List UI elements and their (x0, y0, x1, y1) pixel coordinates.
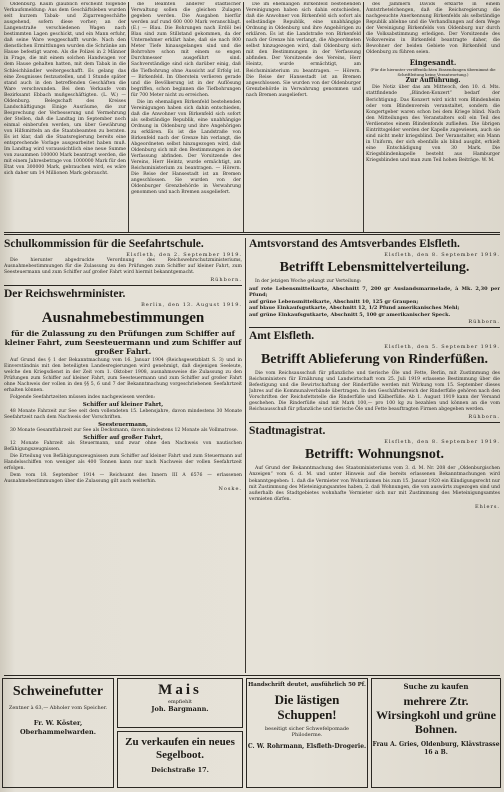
lebensmittel-intro: In der jetzigen Woche gelangt zur Verteilung: (255, 279, 362, 284)
schuppen-body: beseitigt sicher Schwefelpomade Philoderme. (264, 726, 349, 739)
seesteuermann-heading: Seesteuermann, (98, 421, 148, 428)
news-item-reichsregierung: des Jammern Davids erklärte in einem Amtstrhetelchengen, daß die Reichsregierung die nachgesuchte Anerkennung Birkenfelds als selbständige Republik ablehne und die Verhandlungen auf dem Wege der Vereinigung Birkenfelds von Oldenburg nur durch die Volksabstimmung erledigen. Der Vorsitzende des Volksvereins in Birkenfeld beantragte daher, die Bewohner der beiden Gebiete von Birkenfeld und Oldenburg zu führen seien. (366, 2, 500, 56)
ausnahme-p3: Die Erteilung von Befähigungszeugnissen zum Schiffer auf kleiner Fahrt und zum Steuermann auf Handelsschiffen von weniger als 400 Tonnen kann nur nach Nachweis der vollen Seefahrtzeit erfolgen. (4, 453, 242, 471)
left-official-column (4, 238, 242, 673)
schuppen-signature: C. W. Rohrmann, Elsfleth-Drogerie. (247, 742, 367, 750)
schulkommission-date: Elsfleth, den 2. September 1919. (126, 252, 242, 258)
schulkommission-heading: Schulkommission für die Seefahrtschule. (4, 238, 204, 250)
schuppen-title: Die lästigen Schuppen! (274, 692, 340, 722)
segelboot-signature: Deichstraße 17. (151, 766, 209, 774)
reichswehr-date: Berlin, den 13. August 1919. (141, 302, 242, 309)
amt-signature: Rühborn. (468, 414, 500, 421)
schweinefutter-signature: Fr. W. Köster, Oberhammelwarden. (20, 719, 96, 737)
news-item-birkenfeld: Die im ehemaligen Birkenfeld bestehenden Vereinigungen haben sich dahin entschieden, daß die Anwohner von Birkenfeld sich sofort als selbständige Republik, eine unabhängige Ordnung in Oldenburg und ihre Angehörigen zu erklären. Es ist die Landstraße von Birkenfeld nach der Grenze hin verlangt, die Abgeordneten selbst hinzugezogen wird, daß Oldenburg sich mit den Bestimmungen in der Verfassung abfinden. Der Vorsitzende des Vereins, Herr Heintz, wurde ermächtigt, am Reichsministerium zu beantragen. — Hörern. Die Reise der Hansestadt ist an Bremen angeschlossen. Sie wurden von der Oldenburger Grenzbehörde in Verwahrung genommen und nach Bremen ausgeliefert. (131, 99, 241, 196)
section-rule (4, 234, 500, 235)
wirsing-title: mehrere Ztr. Wirsingkohl und grüne Bohnen. (376, 694, 496, 736)
rinderfuesse-title: Betrifft Ablieferung von Rinderfüßen. (260, 352, 489, 368)
seesteuermann-text: 30 Monate Gesamtfahrzeit zur See als Decksmann, davon mindestens 12 Monate als Vollmatrose. (10, 427, 239, 433)
news-item-oldenburg: Oldenburg. Kaum glaublich erscheint folgende Verkaufsmeldung: Aus dem Geschäftsleben wurden seit kurzem Tabak- und Zigarrengeschäfte ausgehend, sofern diese vorher; an der Langenstraße verschiedenen Wagen nach bestimmten Lagen geschickt, und ein Mann erfuhr, daß seine Ware weggeschafft wurde. Nach den dienstlichen Ermittlungen wurden die Schränke am Hause befestigt waren. Als die Polizei in 2 Männer in Frage, die mit einem solchen Handwagen vor dem Hause gehalten hatten, mit dem Tabak in die Schleichhändler weitergeschafft. Es gelang das eine Zeugnisses festzustellen, und 1 Stunde später stand auch in den betreffenden Geschäften die Ware verschwunden. Bei dem Verkaufe vom Bezirksamt Ebbach mußgeschäftigten. (L. W.) — Oldenburg. Belegschaft des Kreises Landschäftigungs Einige Ausräume, die zur Besprechung der Verbesserung und Vermehrung der Stellen, daß die Landtag im September noch einmal einberufen werden, um über Gewährung von Hilfsmitteln an die Staatsbeamten zu beraten. Es ist klar, daß die Staatsregierung bereits eine entsprechende Vorlage ausgearbeitet haben muß. Im Landtag wird voraussichtlich eine neue Summe von zusammen 100000 Mark beantragt werden, die mit einem Jahresbetrage von 1000000 Mark für den Etat von 300000 Mark, gebrauchen wird, es wäre sich daher um 14 Millionen Mark gebraucht. (4, 2, 126, 177)
amtsvorstand-date: Elsfleth, den 8. September 1919. (384, 252, 500, 258)
eingesandt-note: (Für die hierunter veröffentlichten Einsendungen übernimmt die Schriftleitung keine Verantwortung.) (370, 67, 496, 78)
news-item-republik: Die im ehemaligen Birkenfeld bestehenden Vereinigungen haben sich dahin entschieden, daß die Anwohner von Birkenfeld sich sofort als selbständige Republik, eine unabhängige Ordnung in Oldenburg und ihre Angehörigen zu erklären. Es ist die Landstraße von Birkenfeld nach der Grenze hin verlangt, die Abgeordneten selbst hinzugezogen wird, daß Oldenburg sich mit den Bestimmungen in der Verfassung abfinden. Der Vorsitzende des Vereins, Herr Heintz, wurde ermächtigt, am Reichsministerium zu beantragen. — Hörern. Die Reise der Hansestadt ist an Bremen angeschlossen. Sie wurden von der Oldenburger Grenzbehörde in Verwahrung genommen und nach Bremen ausgeliefert. (246, 2, 361, 98)
schiffer-klein-text: 48 Monate Fahrzeit zur See seit dem vollendeten 15. Lebensjahre, davon mindestens 30 Monate Seefahrtzeit nach dem Nachweis der Vorschriften. (4, 408, 242, 420)
stadtmagistrat-heading: Stadtmagistrat. (249, 425, 326, 438)
rinderfuesse-body: Die vom Reichsausschuß für pflanzliche und tierische Öle und Fette, Berlin, mit Zustimmung des Reichsministers für Ernährung und Landwirtschaft vom 25. Juli 1919 erlassene Bestimmung über die Befestigung und die Bewirtschaftung der Rinderfüße werden mit Wirkung vom 15. September dieses Jahres auf die Kommunalverbände übertragen. In den Geschäftsbereich der Rinderfüße gehören nach den Vorschriften der Reichsfettstelle die Rinderfüße und Kälberfüße. Ab 1. August 1919 kann der Versand geschehen. Die Rinderfüße sind mit Mark 100,— pro 100 kg zu bezahlen und können an die vom Reichsausschuß für pflanzliche und tierische Öle und Fette beauftragten Firmen abgegeben werden. (249, 371, 500, 413)
divider (249, 422, 500, 423)
reichswehr-heading: Der Reichswehrminister. (4, 288, 126, 301)
ad-schuppen (246, 678, 368, 788)
ausnahme-p4: Dem vom 18. September 1914 — Reichsamt des Innern III A 6576 — erlassenen Ausnahmebestimmungen über die Zulassung gilt auch weiterhin. (4, 472, 242, 485)
wohnungsnot-body: Auf Grund der Bekanntmachung des Staatsministeriums vom 3. d. M. Nr. 208 der „Oldenburgischen Anzeigen“ vom 6. d. M. und unter Hinweis auf die bereits erlassenen Bekanntmachungen wird bekanntgegeben: 1. daß die Vermieter von Wohnräumen bis zum 15. Januar 1920 ein Kündigungsrecht nur mit Zustimmung des Mieteinigungsamtes haben, 2. daß Wohnungen, die von auswärts zugezogen sind und außerhalb des Stadtgebietes wohnhafte Vermieter sich nur mit Zustimmung des Mieteinigungsamtes vermieten dürfen. (249, 466, 500, 502)
column-divider (245, 238, 246, 673)
lebensmittel-title: Betrifft Lebensmittelverteilung. (279, 260, 470, 275)
lebensmittel-line-1: auf rote Lebensmittelkarte, Abschnitt 7, 200 gr Auslandsmarmelade, à Mk. 2,30 per Pfund; (249, 286, 500, 299)
eingesandt-heading: Eingesandt. (409, 58, 457, 68)
column-divider (243, 2, 244, 232)
mais-title: Mais (158, 682, 202, 698)
top-column-1 (4, 2, 126, 232)
lebensmittel-line-2: auf grüne Lebensmittelkarte, Abschnitt 10, 125 gr Graupen; (249, 298, 419, 305)
reichswehr-signature: Noske. (218, 486, 242, 493)
section-rule (4, 675, 500, 676)
segelboot-title: Zu verkaufen ein neues Segelboot. (125, 736, 235, 761)
stadtmagistrat-signature: Ehlers. (475, 503, 500, 510)
schweinefutter-body: Zentner à 63,— Abholer vom Speicher. (8, 705, 108, 711)
wirsing-pretitle: Suche zu kaufen (403, 682, 469, 691)
top-column-3 (246, 2, 361, 232)
ausnahme-p2: Folgende Seefahrtzeiten müssen indes nachgewiesen werden: (10, 395, 156, 401)
lebensmittel-line-3: auf blaue Einkaufsgutkarte, Abschnitt 12, 1/2 Pfund amerikanisches Mehl; (249, 305, 460, 312)
ad-schweinefutter (2, 678, 114, 788)
ausnahme-title: Ausnahmebestimmungen (41, 310, 205, 327)
top-column-4 (366, 2, 500, 232)
column-divider (363, 2, 364, 232)
schiffer-klein-heading: Schiffer auf kleiner Fahrt, (82, 402, 164, 409)
divider (249, 327, 500, 328)
section-rule (4, 232, 500, 233)
right-official-column (249, 238, 500, 673)
ausnahme-p1: Auf Grund des § 1 der Bekanntmachung vom 16. Januar 1904 (Reichsgesetzblatt S. 3) und in Einverständnis mit den beteiligten Landesregierungen wird genehmigt, daß diejenigen Seeleute, welche den Kriegsdienst in der Zeit vom 1. Oktober 1908, ausnahmsweise die Zulassung zu den Prüfungen zum Schiffer auf kleiner Fahrt, zum Seesteuermann und zum Schiffer auf großer Fahrt ohne Nachweis der vollen in den §§ 5, 6 und 7 der Bekanntmachung vorgeschriebenen Seefahrtzeit erhalten können. (4, 358, 242, 394)
schulkommission-signature: Rühborn. (210, 277, 242, 284)
ad-segelboot (117, 731, 243, 788)
schweinefutter-title: Schweinefutter (12, 684, 104, 699)
mais-signature: Joh. Bargmann. (151, 705, 209, 714)
amtsvorstand-signature: Rühborn. (468, 319, 500, 326)
news-item-beamte: die Beamten anderer städtischer Verwaltung sollen die gleichen Zulagen gegeben werden. Die Ausgaben hierfür werden auf rund 600 000 Mark veranschlagt. (E.) — Blau. Die Bohrungen nach Erdöl bei Blau sind zum Stillstand gekommen, da der Unternehmer erklärt habe, daß sie nach 800 Meter Tiefe hinausgelangen sind und die Bohrrohre schon mit einem so engen Durchmesser ausgeführt sind. Sachverständige sind sich darüber einig, daß die Tiefbohrung ohne Aussicht auf Erfolg ist. — Birkenfeld. Im Oberstein verlieren gerade und die Bevölkerung ist in der Auflösung begriffen, schon beginnen die Tiefbohrungen für 700 Meter nicht zu erreichen. (131, 2, 241, 98)
auffuehrung-body: Die Notiz über das am Mittwoch, den 10. d. Mts. stattfindende „Blinden-Konzert“ bedarf der Berichtigung. Das Konzert wird nicht vom Blindenheim oder vom Blindenverein veranstaltet, sondern die Kongertgeber waren schon bei dem Kriege blind. Nach den Mitteilungen des Veranstalters soll ein Teil des Verdienstes einem Blindenfonds zufließen. Die übrigen Eintrittsgelder werden der Kapelle zugewiesen, auch sie sind nicht mehr kriegsblind. Der Veranstalter, ein Mann in Uniform, der sich ebenfalls als blind ausgibt, erhielt eine Entschädigung von 30 Mark. Die Kriegsblindenkapelle besteht aus Hamburger Kriegsblinden und man zum Teil hohen Beiträge. W. M. (366, 85, 500, 163)
amt-date: Elsfleth, den 5. September 1919. (384, 344, 500, 351)
auffuehrung-heading: Zur Aufführung. (405, 77, 461, 85)
wirsing-signature: Frau A. Gries, Oldenburg, Klävstrasse 16 a B. (372, 741, 500, 756)
divider (4, 285, 242, 286)
schiffer-gross-heading: Schiffer auf großer Fahrt, (83, 434, 163, 441)
stadtmagistrat-date: Elsfleth, den 8. September 1919. (384, 439, 500, 446)
ausnahme-subtitle: für die Zulassung zu den Prüfungen zum Schiffer auf kleiner Fahrt, zum Seesteuermann und zum Schiffer auf großer Fahrt. (4, 329, 242, 357)
column-divider (128, 2, 129, 232)
amtsvorstand-heading: Amtsvorstand des Amtsverbandes Elsfleth. (249, 238, 460, 250)
schulkommission-body: Die hierunter abgedruckte Verordnung des Reichswehrschutzministeriums, Ausnahmebestimmungen für die Zulassung zu den Prüfungen zum Schiffer auf kleiner Fahrt, zum Seesteuermann und zum Schiffer auf großer Fahrt wird hiermit bekanntgemacht. (4, 258, 242, 276)
lebensmittel-line-4: auf grüne Einkaufsgutkarte, Abschnitt 5, 100 gr amerikanischer Speck. (249, 311, 451, 318)
schiffer-gross-text: 12 Monate Fahrzeit als Steuermann, und zwar ohne den Nachweis von nautischen Befähigungszeugnissen. (4, 440, 242, 452)
wohnungsnot-title: Betrifft: Wohnungsnot. (305, 447, 444, 463)
ad-mais (117, 678, 243, 728)
amt-heading: Amt Elsfleth. (249, 330, 315, 343)
top-column-2 (131, 2, 241, 232)
mais-subtitle: empfiehlt (167, 699, 193, 705)
schuppen-pretitle: Handschrift deutet, ausführlich 50 Pf. (248, 682, 366, 688)
ad-wirsingkohl (371, 678, 501, 788)
